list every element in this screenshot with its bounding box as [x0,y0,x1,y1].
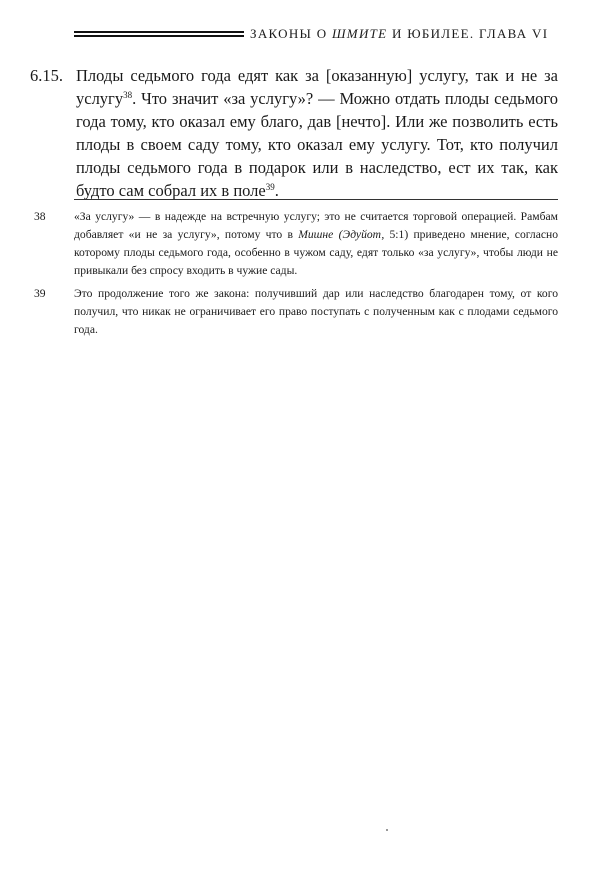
footnote-text: Это продолжение того же закона: получивший дар или наследство благодарен тому, от кого получил, что никак не ограничивает его право поступать с полученным как с плодами седьмого года. [74,287,558,336]
section-6-15 [30,64,558,202]
section-text-part1: Плоды седьмого года едят как за [оказанную] услугу, так и не за услугу [76,66,558,108]
section-text-part2: . Что значит «за услугу»? — Можно отдать плоды седьмого года тому, кто оказал ему благо, дав [нечто]. Или же позволить есть плоды в своем саду тому, кто оказал ему услугу. Тот, кто получил плоды седьмого года в подарок или в наследство, ест их так, как будто сам собрал их в поле [76,89,558,200]
footnote-text-part2: 5:1) приведено мнение, согласно которому плоды седьмого года, особенно в чужом саду, едят только «за услугу», чтобы люди не привыкали без спросу входить в чужие сады. [74,228,558,277]
header-title-part1: ЗАКОНЫ О [250,26,332,41]
section-number: 6.15. [30,66,63,85]
header-rule [74,31,244,37]
footnotes [34,208,558,344]
footnote-number: 38 [34,210,46,223]
footnote-38 [34,208,558,280]
footnote-39 [34,285,558,339]
running-header [74,24,558,44]
header-title-italic: ШМИТЕ [331,26,388,41]
footnote-text [74,208,558,280]
footnote-text-part1: «За услугу» — в надежде на встречную услугу; это не считается торговой операцией. Рамбам добавляет «и не за услугу», потому что в [74,210,558,241]
header-title-part2: И ЮБИЛЕЕ. ГЛАВА VI [387,26,549,41]
footnote-text-italic: Мишне (Эдуйот, [298,228,385,241]
page-speck [386,829,388,831]
header-title [250,26,548,42]
section-text-part3: . [274,181,279,200]
section-text [76,64,558,202]
footnote-ref-39[interactable]: 39 [265,182,275,192]
footnote-number: 39 [34,287,46,300]
footnote-ref-38[interactable]: 38 [123,90,133,100]
footnote-separator [74,199,558,200]
